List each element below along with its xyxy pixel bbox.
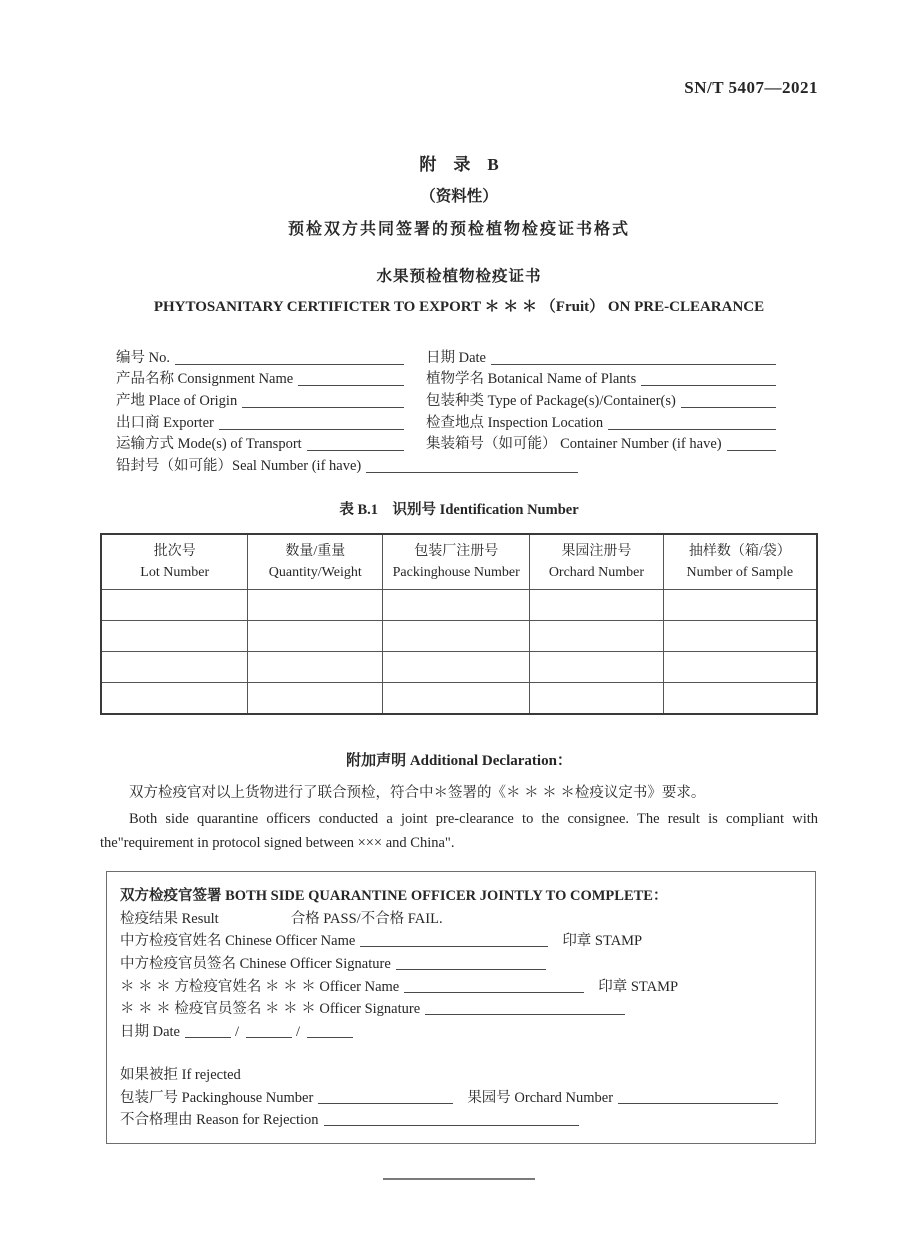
end-of-document-rule [383, 1178, 535, 1180]
table-header-lot-number [101, 534, 248, 590]
field-exporter [116, 411, 416, 433]
declaration-paragraph-en: Both side quarantine officers conducted a joint pre-clearance to the consignee. The result is compliant with the"requirement in protocol signed between ××× and China". [100, 811, 818, 852]
field-package-type-label: 包装种类 Type of Package(s)/Container(s) [426, 393, 676, 410]
date-row [120, 1018, 803, 1041]
foreign-stamp-label: 印章 STAMP [598, 978, 679, 995]
certificate-form-fields [116, 346, 818, 476]
table-empty-cell [530, 590, 663, 621]
table-header-packinghouse-number [383, 534, 530, 590]
field-consignment-name [116, 368, 416, 390]
table-header-quantity-weight-en: Quantity/Weight [268, 565, 362, 581]
field-no-blank [175, 364, 404, 365]
table-header-quantity-weight-cn: 数量/重量 [285, 544, 346, 560]
field-inspection-location [426, 411, 818, 433]
date-separator: / [235, 1023, 240, 1040]
rejection-reason-blank [324, 1125, 579, 1126]
field-consignment-name-label: 产品名称 Consignment Name [116, 371, 294, 388]
foreign-officer-signature-blank [425, 1014, 625, 1015]
field-date [426, 346, 818, 368]
table-header-orchard-number-en: Orchard Number [548, 565, 645, 581]
table-header-packinghouse-number-en: Packinghouse Number [392, 565, 520, 581]
field-no-label: 编号 No. [116, 349, 170, 366]
table-empty-cell [248, 621, 383, 652]
table-empty-cell [248, 652, 383, 683]
table-empty-cell [101, 621, 248, 652]
table-header-sample-number [663, 534, 817, 590]
result-label: 检疫结果 Result [120, 910, 219, 927]
if-rejected-label: 如果被拒 If rejected [120, 1067, 241, 1084]
table-header-lot-number-en: Lot Number [140, 565, 210, 581]
table-header-quantity-weight [248, 534, 383, 590]
table-empty-row [101, 652, 817, 683]
field-place-of-origin-blank [242, 407, 404, 408]
field-date-blank [491, 364, 776, 365]
appendix-classification: （资料性） [420, 188, 498, 205]
date-label: 日期 Date [120, 1023, 180, 1040]
table-empty-cell [663, 621, 817, 652]
field-seal-number [116, 454, 818, 476]
foreign-officer-name-row [120, 973, 803, 996]
cn-officer-name-row [120, 928, 803, 951]
field-exporter-blank [219, 429, 404, 430]
field-container-number [426, 433, 818, 455]
table-empty-cell [101, 590, 248, 621]
table-empty-cell [248, 590, 383, 621]
cn-officer-signature-blank [396, 969, 546, 970]
declaration-paragraph-cn: 双方检疫官对以上货物进行了联合预检，符合中＊签署的《＊ ＊ ＊ ＊检疫议定书》要求。 [129, 785, 706, 802]
table-caption: 表 B.1 识别号 Identification Number [339, 502, 579, 519]
field-exporter-label: 出口商 Exporter [116, 414, 214, 431]
table-header-orchard-number [530, 534, 663, 590]
cn-officer-name-blank [360, 946, 548, 947]
table-empty-cell [530, 652, 663, 683]
orchard-number-label: 果园号 Orchard Number [467, 1089, 614, 1106]
cn-officer-name-label: 中方检疫官姓名 Chinese Officer Name [120, 933, 356, 950]
foreign-officer-signature-label: ＊ ＊ ＊ 检疫官员签名 ＊ ＊ ＊ Officer Signature [120, 1001, 421, 1018]
rejection-reason-label: 不合格理由 Reason for Rejection [120, 1112, 319, 1129]
table-empty-cell [663, 590, 817, 621]
table-header-lot-number-cn: 批次号 [153, 544, 196, 560]
rejected-numbers-row [120, 1084, 803, 1107]
field-inspection-location-blank [608, 429, 776, 430]
table-header-sample-number-cn: 抽样数（箱/袋） [688, 544, 791, 560]
packinghouse-number-label: 包装厂号 Packinghouse Number [120, 1089, 314, 1106]
table-empty-row [101, 683, 817, 715]
cn-officer-signature-label: 中方检疫官员签名 Chinese Officer Signature [120, 955, 391, 972]
field-place-of-origin [116, 389, 416, 411]
if-rejected-row [120, 1062, 803, 1085]
field-transport-mode-blank [307, 450, 404, 451]
cn-stamp-label: 印章 STAMP [562, 933, 643, 950]
date-separator: / [296, 1023, 301, 1040]
table-header-row [101, 534, 817, 590]
table-header-sample-number-en: Number of Sample [686, 565, 794, 581]
result-row [120, 905, 803, 928]
orchard-number-blank [618, 1103, 778, 1104]
certificate-title-en: PHYTOSANITARY CERTIFICTER TO EXPORT ＊ ＊ ＊ （Fruit） ON PRE-CLEARANCE [153, 299, 765, 315]
table-empty-cell [663, 683, 817, 715]
additional-declaration-heading: 附加声明 Additional Declaration： [346, 753, 572, 770]
cn-officer-signature-row [120, 950, 803, 973]
field-container-number-label: 集装箱号（如可能） Container Number (if have) [426, 436, 722, 453]
field-inspection-location-label: 检查地点 Inspection Location [426, 414, 604, 431]
box-spacer-row [120, 1041, 803, 1062]
table-empty-cell [383, 621, 530, 652]
field-botanical-name [426, 368, 818, 390]
appendix-label: 附 录 B [419, 155, 499, 174]
field-date-label: 日期 Date [426, 349, 486, 366]
foreign-officer-name-label: ＊ ＊ ＊ 方检疫官姓名 ＊ ＊ ＊ Officer Name [120, 978, 400, 995]
field-transport-mode-label: 运输方式 Mode(s) of Transport [116, 436, 302, 453]
field-transport-mode [116, 433, 416, 455]
packinghouse-number-blank [318, 1103, 453, 1104]
foreign-officer-signature-row [120, 996, 803, 1019]
field-consignment-name-blank [298, 385, 404, 386]
identification-number-table [100, 533, 818, 715]
field-package-type [426, 389, 818, 411]
rejection-reason-row [120, 1107, 803, 1130]
field-no [116, 346, 416, 368]
date-day-blank [185, 1037, 231, 1038]
table-empty-cell [383, 590, 530, 621]
appendix-title: 预检双方共同签署的预检植物检疫证书格式 [287, 221, 630, 238]
table-empty-cell [530, 683, 663, 715]
certificate-title-cn: 水果预检植物检疫证书 [376, 268, 542, 285]
table-empty-cell [383, 683, 530, 715]
table-empty-row [101, 621, 817, 652]
field-package-type-blank [681, 407, 776, 408]
signature-box-heading: 双方检疫官签署 BOTH SIDE QUARANTINE OFFICER JOINTLY TO COMPLETE： [120, 888, 668, 905]
field-botanical-name-blank [641, 385, 776, 386]
signature-box [106, 871, 816, 1144]
standard-number: SN/T 5407—2021 [684, 78, 818, 97]
date-month-blank [246, 1037, 292, 1038]
table-empty-cell [101, 652, 248, 683]
table-empty-cell [530, 621, 663, 652]
table-empty-cell [383, 652, 530, 683]
field-botanical-name-label: 植物学名 Botanical Name of Plants [426, 371, 637, 388]
table-empty-cell [101, 683, 248, 715]
table-header-packinghouse-number-cn: 包装厂注册号 [414, 544, 499, 560]
field-container-number-blank [727, 450, 776, 451]
foreign-officer-name-blank [404, 992, 584, 993]
field-seal-number-label: 铅封号（如可能）Seal Number (if have) [116, 458, 362, 475]
field-seal-number-blank [366, 472, 578, 473]
table-header-orchard-number-cn: 果园注册号 [561, 544, 632, 560]
field-place-of-origin-label: 产地 Place of Origin [116, 393, 238, 410]
table-empty-cell [663, 652, 817, 683]
table-empty-row [101, 590, 817, 621]
result-options: 合格 PASS/不合格 FAIL. [290, 910, 443, 927]
date-year-blank [307, 1037, 353, 1038]
table-empty-cell [248, 683, 383, 715]
